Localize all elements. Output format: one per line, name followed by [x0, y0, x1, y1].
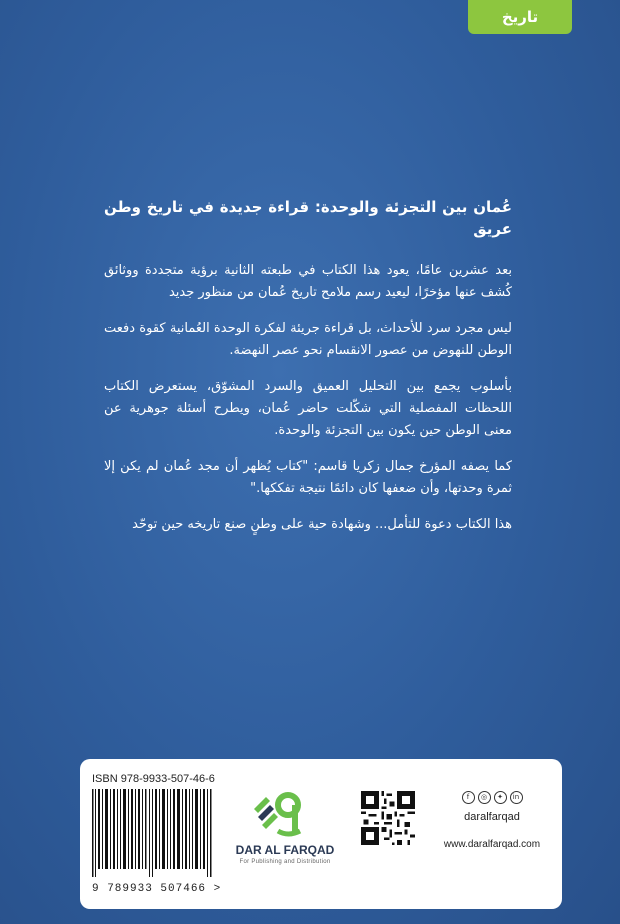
website-url[interactable]: www.daralfarqad.com	[443, 839, 541, 850]
blurb-paragraph: كما يصفه المؤرخ جمال زكريا قاسم: "كتاب يُظهر أن مجد عُمان لم يكن إلا ثمرة وحدتها، وأن ضعفها كان دائمًا نتيجة تفككها."	[104, 459, 512, 496]
publisher-tagline: For Publishing and Distribution	[239, 859, 331, 865]
barcode	[92, 789, 212, 877]
blurb-paragraph: هذا الكتاب دعوة للتأمل... وشهادة حية على وطنٍ صنع تاريخه حين توحّد	[132, 517, 512, 532]
genre-tab	[468, 0, 572, 34]
instagram-icon[interactable]: ◎	[478, 791, 491, 804]
twitter-icon[interactable]: ✦	[494, 791, 507, 804]
blurb-paragraph: بأسلوب يجمع بين التحليل العميق والسرد المشوّق، يستعرض الكتاب اللحظات المفصلية التي شكّلت حاضر عُمان، ويطرح أسئلة جوهرية عن معنى الوطن حين يكون بين التجزئة والوحدة.	[104, 379, 512, 438]
blurb	[104, 196, 512, 550]
blurb-paragraph: ليس مجرد سرد للأحداث، بل قراءة جريئة لفكرة الوحدة العُمانية كقوة دفعت الوطن للنهوض من عصور الانقسام نحو عصر النهضة.	[104, 321, 512, 358]
genre-label: تاريخ	[501, 8, 539, 26]
facebook-icon[interactable]: f	[462, 791, 475, 804]
qr-code	[361, 791, 415, 845]
social-icons	[452, 791, 532, 804]
blurb-heading: عُمان بين التجزئة والوحدة: قراءة جديدة في تاريخ وطن عريق	[104, 198, 512, 238]
isbn-text: ISBN 978-9933-507-46-6	[92, 773, 215, 785]
linkedin-icon[interactable]: in	[510, 791, 523, 804]
publisher-logo-icon	[248, 779, 308, 839]
publisher-name: DAR AL FARQAD	[235, 843, 335, 857]
blurb-paragraph: بعد عشرين عامًا، يعود هذا الكتاب في طبعته الثانية برؤية متجددة ووثائق كُشف عنها مؤخرًا، ليعيد رسم ملامح تاريخ عُمان من منظور جديد	[104, 263, 512, 300]
social-handle: daralfarqad	[464, 811, 520, 823]
barcode-digits: 9 789933 507466 >	[92, 883, 222, 895]
publisher-panel	[80, 759, 562, 909]
